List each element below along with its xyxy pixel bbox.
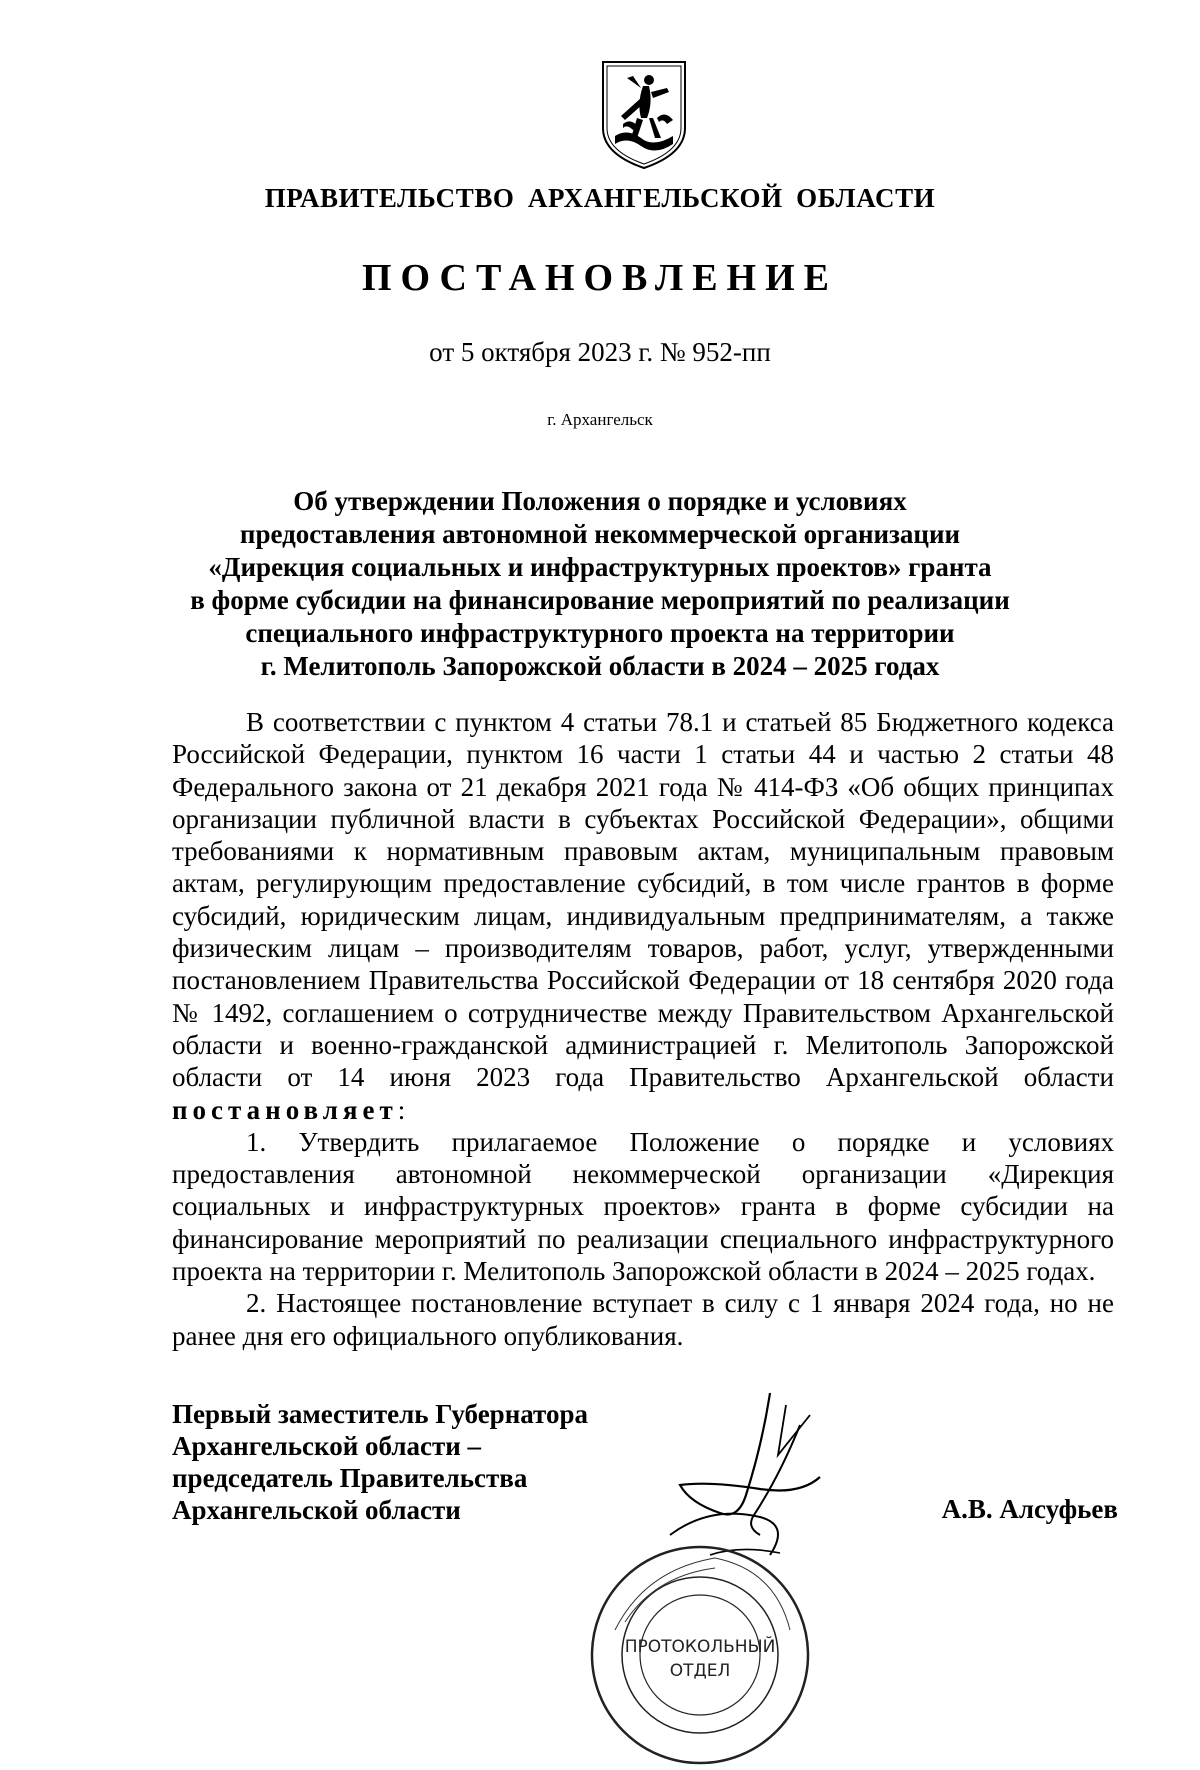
position-line: Архангельской области – <box>172 1431 482 1461</box>
position-line: Архангельской области <box>172 1495 461 1525</box>
title-line: Об утверждении Положения о порядке и условиях <box>293 486 907 516</box>
title-line: г. Мелитополь Запорожской области в 2024 – 2025 годах <box>260 651 940 681</box>
preamble-text: В соответствии с пунктом 4 статьи 78.1 и статьей 85 Бюджетного кодекса Российской Федерации, пунктом 16 части 1 статьи 44 и частью 2 статьи 48 Федерального закона от 21 декабря 2021 года № 414-ФЗ «Об общих принципах организации публичной власти в субъектах Российской Федерации», общими требованиями к нормативным правовым актам, муниципальным правовым актам, регулирующим предоставление субсидий, в том числе грантов в форме субсидий, юридическим лицам, индивидуальным предпринимателям, а также физическим лицам – производителям товаров, работ, услуг, утвержденными постановлением Правительства Российской Федерации от 18 сентября 2020 года № 1492, соглашением о сотрудничестве между Правительством Архангельской области и военно-гражданской администрацией г. Мелитополь Запорожской области от 14 июня 2023 года Правительство Архангельской области <box>172 707 1114 1093</box>
document-type: ПОСТАНОВЛЕНИЕ <box>361 257 839 299</box>
signer-name: А.В. Алсуфьев <box>941 1494 1118 1524</box>
preamble-paragraph <box>172 706 1114 1126</box>
resolves-word: постановляет <box>172 1094 398 1125</box>
stamp-center-text: ПРОТОКОЛЬНЫЙ <box>624 1637 776 1657</box>
document-title <box>180 485 1020 683</box>
city-name: г. Архангельск <box>547 410 653 429</box>
resolves-colon: : <box>397 1094 406 1125</box>
title-line: специального инфраструктурного проекта на территории <box>245 618 955 648</box>
title-line: предоставления автономной некоммерческой организации <box>239 519 961 549</box>
stamp-center-text: ОТДЕЛ <box>669 1661 731 1681</box>
signatory-position <box>172 1398 692 1526</box>
position-line: председатель Правительства <box>172 1463 528 1493</box>
official-stamp <box>585 1540 815 1770</box>
item-1-paragraph: 1. Утвердить прилагаемое Положение о порядке и условиях предоставления автономной некоммерческой организации «Дирекция социальных и инфраструктурных проектов» гранта в форме субсидии на финансирование мероприятий по реализации специального инфраструктурного проекта на территории г. Мелитополь Запорожской области в 2024 – 2025 годах. <box>172 1126 1114 1287</box>
item-2-paragraph: 2. Настоящее постановление вступает в силу с 1 января 2024 года, но не ранее дня его официального опубликования. <box>172 1288 1114 1351</box>
coat-of-arms-emblem <box>597 58 691 172</box>
position-line: Первый заместитель Губернатора <box>172 1399 588 1429</box>
title-line: в форме субсидии на финансирование мероприятий по реализации <box>190 585 1010 615</box>
government-name: ПРАВИТЕЛЬСТВО АРХАНГЕЛЬСКОЙ ОБЛАСТИ <box>264 183 936 213</box>
document-body <box>172 706 1114 1352</box>
title-line: «Дирекция социальных и инфраструктурных проектов» гранта <box>208 552 992 582</box>
date-and-number: от 5 октября 2023 г. № 952-пп <box>429 337 771 367</box>
